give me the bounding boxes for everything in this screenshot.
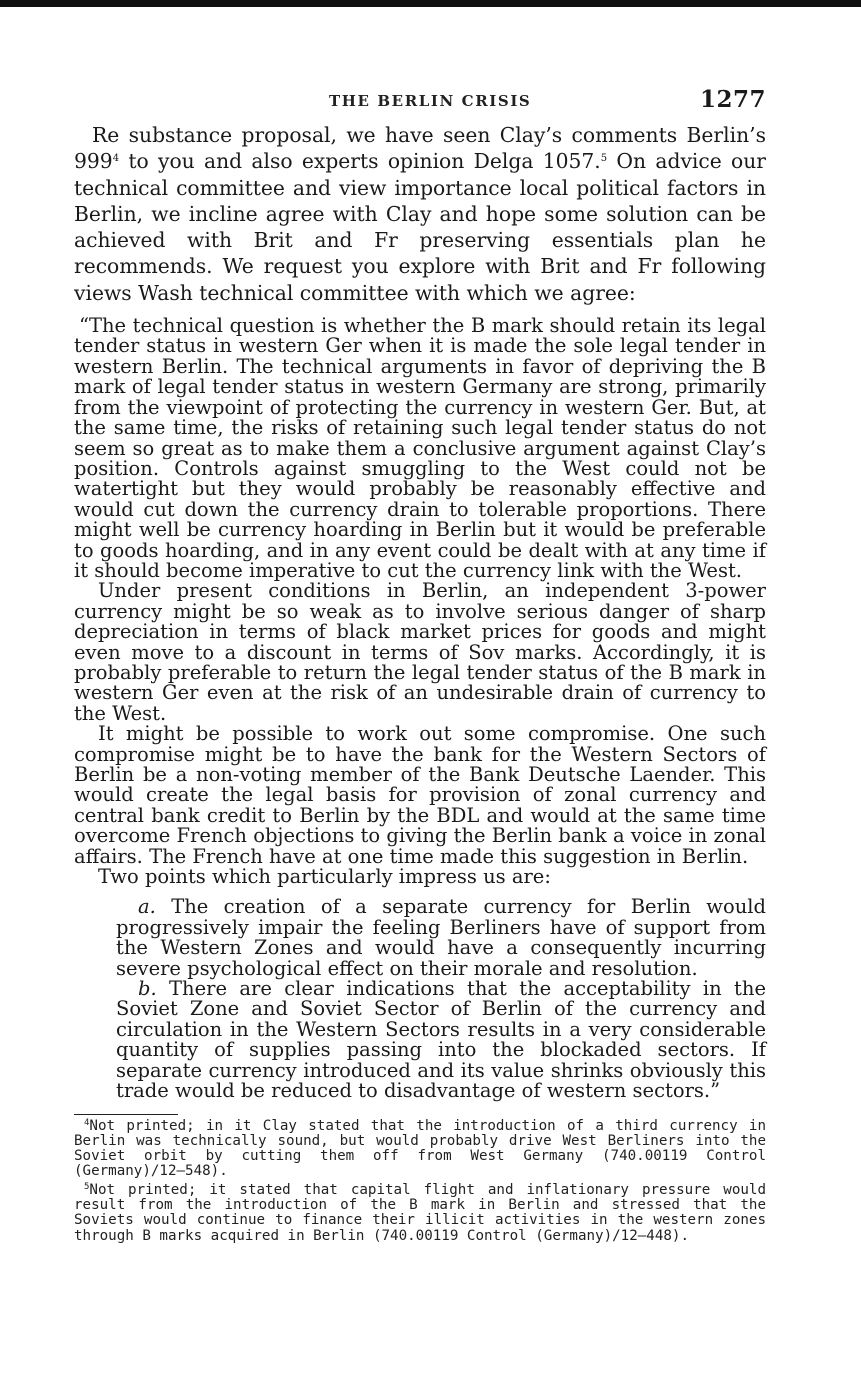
footnote-mark-4: 4 [84,1117,90,1128]
footnote-mark-5: 5 [84,1181,90,1192]
quote-paragraph-3: It might be possible to work out some compromise. One such compromise might be to have the bank for the Western Sectors of Berlin be a non-voting member of the Bank Deutsche Laender. This would create the legal basis for provision of zonal currency and central bank credit to Berlin by the BDL and would at the same time overcome French objections to giving the Berlin bank a voice in zonal affairs. The French have at one time made this suggestion in Berlin. [74,722,766,868]
quote-paragraph-2: Under present conditions in Berlin, an independent 3-power currency might be so weak as to involve serious danger of sharp depreciation in terms of black market prices for goods and might even move to a discount in terms of Sov marks. Accordingly, it is probably preferable to return the legal tender status of the B mark in western Ger even at the risk of an undesirable drain of currency to the West. [74,579,766,725]
body-paragraph [74,122,766,306]
footnote-ref-4: 4 [112,153,120,165]
page-header [74,82,766,122]
footnote-text-4: Not printed; in it Clay stated that the introduction of a third currency in Berlin was technically sound, but would probably drive West Berliners into the Soviet orbit by cutting them off from West Germany (740.00119 Control (Germany)/12–548). [74,1117,766,1180]
quote-item-a [116,897,766,979]
item-text-b: There are clear indications that the acceptability in the Soviet Zone and Soviet Sector of Berlin of the currency and circulation in the Western Sectors results in a very considerable quantity of supplies passing into the blockaded sectors. If separate currency introduced and its value shrinks obviously this trade would be reduced to disadvantage of western sectors.” [116,977,766,1103]
page-number: 1277 [699,86,766,113]
footnote-4 [74,1119,766,1180]
scan-top-border [0,0,861,7]
quote-paragraph-4: Two points which particularly impress us are: [98,865,551,889]
body-text-1: Re substance proposal, we have seen Clay’s comments Berlin’s 999 [74,123,766,174]
footnote-text-5: Not printed; it stated that capital flight and inflationary pressure would result from the introduction of the B mark in Berlin and stressed that the Soviets would continue to finance their illicit activities in the western zones through B marks acquired in Berlin (740.00119 Control (Germany)/12–448). [74,1181,766,1244]
quoted-block [74,316,766,1101]
footnote-ref-5: 5 [600,153,608,165]
document-page [74,82,766,1247]
item-label-a: a. [138,895,156,919]
quote-paragraph-1: “The technical question is whether the B mark should retain its legal tender status in western Ger when it is made the sole legal tender in western Berlin. The technical arguments in favor of depriving the B mark of legal tender status in western Germany are strong, primarily from the viewpoint of protecting the currency in western Ger. But, at the same time, the risks of retaining such legal tender status do not seem so great as to make them a conclusive argument against Clay’s position. Controls against smuggling to the West could not be watertight but they would probably be reasonably effective and would cut down the currency drain to tolerable proportions. There might well be currency hoarding in Berlin but it would be preferable to goods hoarding, and in any event could be dealt with at any time if it should become imperative to cut the currency link with the West. [74,314,766,582]
footnote-5 [74,1183,766,1244]
running-title: THE BERLIN CRISIS [329,92,532,110]
item-label-b: b. [138,977,157,1001]
body-text-2: to you and also experts opinion Delga 1057. [119,149,601,174]
item-text-a: The creation of a separate currency for Berlin would progressively impair the feeling Berliners have of support from the Western Zones and would have a consequently incurring severe psychological effect on their morale and resolution. [116,895,766,980]
body-text-3: On advice our technical committee and view importance local political factors in Berlin, we incline agree with Clay and hope some solution can be achieved with Brit and Fr preserving essentials plan he recommends. We request you explore with Brit and Fr following views Wash technical committee with which we agree: [74,149,766,305]
quote-item-b [116,979,766,1101]
footnote-rule [74,1114,178,1115]
